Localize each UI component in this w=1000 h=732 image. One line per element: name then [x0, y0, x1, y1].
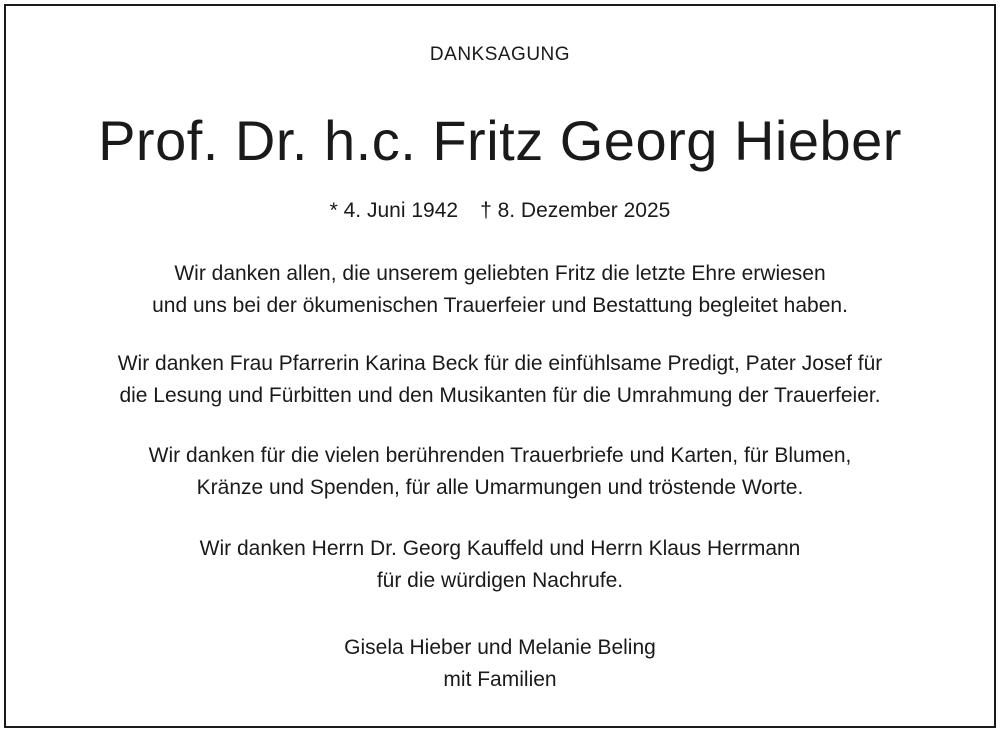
thanks-paragraph-4: [0, 533, 1000, 597]
life-dates: [0, 198, 1000, 224]
birth-date: * 4. Juni 1942: [329, 199, 459, 222]
paragraph-line: die Lesung und Fürbitten und den Musikanten für die Umrahmung der Trauerfeier.: [119, 384, 881, 407]
notice-heading: DANKSAGUNG: [429, 44, 571, 65]
signature-family: mit Familien: [443, 668, 557, 691]
paragraph-line: für die würdigen Nachrufe.: [376, 569, 624, 592]
paragraph-line: Wir danken allen, die unserem geliebten Fritz die letzte Ehre erwiesen: [174, 262, 826, 285]
death-date: † 8. Dezember 2025: [480, 199, 671, 222]
paragraph-line: Wir danken Frau Pfarrerin Karina Beck für die einfühlsame Predigt, Pater Josef für: [117, 352, 883, 375]
paragraph-line: und uns bei der ökumenischen Trauerfeier und Bestattung begleitet haben.: [152, 294, 848, 317]
paragraph-line: Kränze und Spenden, für alle Umarmungen und tröstende Worte.: [196, 476, 804, 499]
signature-names: Gisela Hieber und Melanie Beling: [344, 636, 656, 659]
thanks-paragraph-3: [0, 440, 1000, 504]
signature: [0, 632, 1000, 696]
paragraph-line: Wir danken für die vielen berührenden Trauerbriefe und Karten, für Blumen,: [148, 444, 852, 467]
deceased-name: Prof. Dr. h.c. Fritz Georg Hieber: [98, 109, 902, 172]
thanks-paragraph-1: [0, 258, 1000, 322]
paragraph-line: Wir danken Herrn Dr. Georg Kauffeld und Herrn Klaus Herrmann: [199, 537, 801, 560]
thanks-paragraph-2: [0, 348, 1000, 412]
